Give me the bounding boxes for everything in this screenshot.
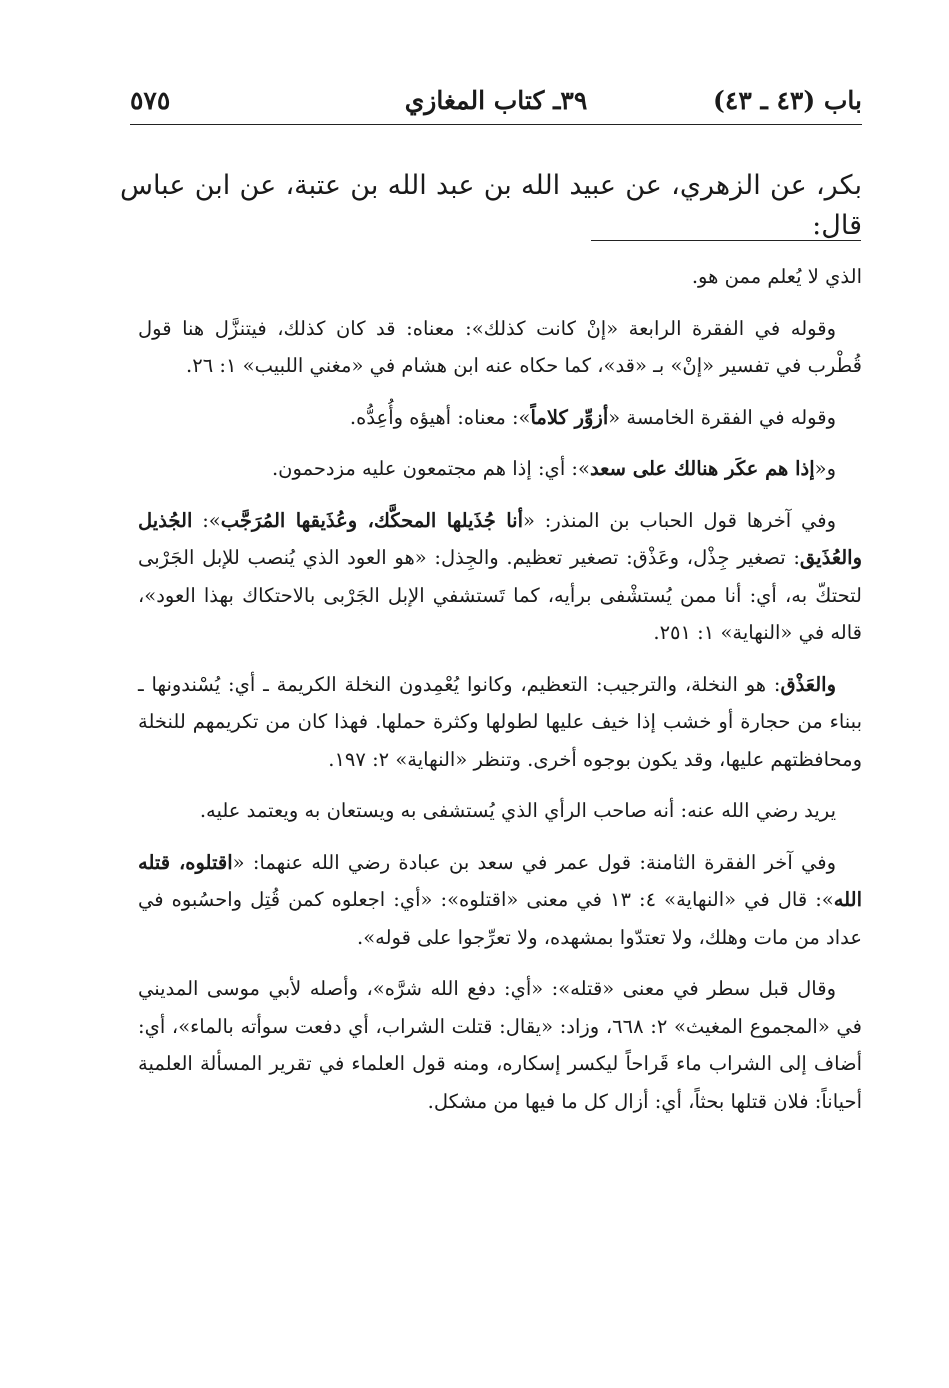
footnote-paragraph <box>138 666 862 779</box>
text-run: وقوله في الفقرة الخامسة « <box>608 405 836 429</box>
footnote-paragraph <box>138 258 862 296</box>
text-run: »: قال في «النهاية» ٤: ١٣ في معنى «اقتلوه»: «أي: اجعلوه كمن قُتِل واحسُبوه في عداد من مات وهلك، ولا تعتدّوا بمشهده، ولا تعرِّجوا على قوله». <box>138 888 862 949</box>
bold-phrase: أنا جُذَيلها المحكَّك، وعُذَيقها المُرَجَّب <box>220 508 524 532</box>
text-run: وفي آخرها قول الحباب بن المنذر: « <box>523 508 836 532</box>
footnote-paragraph <box>138 450 862 488</box>
text-run: وفي آخر الفقرة الثامنة: قول عمر في سعد بن عبادة رضي الله عنهما: « <box>232 850 836 874</box>
text-run: »: أي: إذا هم مجتمعون عليه مزدحمون. <box>271 457 590 480</box>
text-run: و« <box>814 457 836 480</box>
footnote-paragraph <box>138 970 862 1120</box>
footnote-paragraph <box>138 310 862 385</box>
footnote-separator <box>591 240 861 241</box>
text-run: وقال قبل سطر في معنى «قتله»: «أي: دفع الله شرَّه»، وأصله لأبي موسى المديني في «المجموع المغيث» ٢: ٦٦٨، وزاد: «يقال: قتلت الشراب، أي دفعت سوأته بالماء»، أي: أضاف إلى الشراب ماء قَراحاً ليكسر إسكاره، ومنه قول العلماء في تقرير المسألة العلمية أحياناً: فلان قتلها بحثاً، أي: أزال كل ما فيها من مشكل. <box>138 977 862 1113</box>
footnotes-section <box>138 258 862 1134</box>
main-text: بكر، عن الزهري، عن عبيد الله بن عبد الله بن عتبة، عن ابن عباس قال: <box>120 170 862 241</box>
footnote-paragraph <box>138 844 862 957</box>
page-number: ٥٧٥ <box>130 86 171 115</box>
footnote-paragraph <box>138 502 862 652</box>
text-run: : هو النخلة، والترجيب: التعظيم، وكانوا يُعْمِدون النخلة الكريمة ـ أي: يُسْندونها ـ ببناء من حجارة أو خشب إذا خيف عليها لطولها وكثرة حملها. فهذا كان من تكريمهم للنخلة ومحافظتهم عليها، وقد يكون بوجوه أخرى. وتنظر «النهاية» ٢: ١٩٧. <box>138 672 862 771</box>
text-run: وقوله في الفقرة الرابعة «إنْ كانت كذلك»: معناه: قد كان كذلك، فيتنزَّل هنا قول قُطْرب في تفسير «إنْ» بـ «قد»، كما حكاه عنه ابن هشام في «مغني اللبيب» ١: ٢٦. <box>138 316 862 377</box>
bold-phrase: اقتلوه، قتله الله <box>138 850 862 911</box>
bold-phrase: إذا هم عكَر هنالك على سعد <box>589 457 815 480</box>
bold-phrase: أزوِّر كلاماً <box>530 405 609 429</box>
footnote-paragraph <box>138 399 862 437</box>
book-title: ٣٩ـ كتاب المغازي <box>404 86 588 115</box>
bold-phrase: والعَذْق <box>780 672 836 696</box>
page-header <box>130 80 862 125</box>
text-run: يريد رضي الله عنه: أنه صاحب الرأي الذي يُستشفى به ويستعان به ويعتمد عليه. <box>199 799 836 822</box>
chapter-reference: باب (٤٣ ـ ٤٣) <box>713 86 862 115</box>
text-run: : تصغير جِذْل، وعَذْق: تصغير تعظيم. والجِذل: «هو العود الذي يُنصب للإبل الجَرْبى لتحتكّ به، أي: أنا ممن يُستشْفى برأيه، كما تَستشفي الإبل الجَرْبى بالاحتكاك بهذا العود»، قاله في «النهاية» ١: ٢٥١. <box>138 546 863 644</box>
footnote-paragraph <box>138 792 862 830</box>
text-run: »: <box>192 508 221 532</box>
bold-phrase: الجُذيل والعُذَيق <box>138 508 862 569</box>
text-run: »: معناه: أهيؤه وأُعِدُّه. <box>349 405 531 429</box>
text-run: الذي لا يُعلم ممن هو. <box>691 265 862 288</box>
